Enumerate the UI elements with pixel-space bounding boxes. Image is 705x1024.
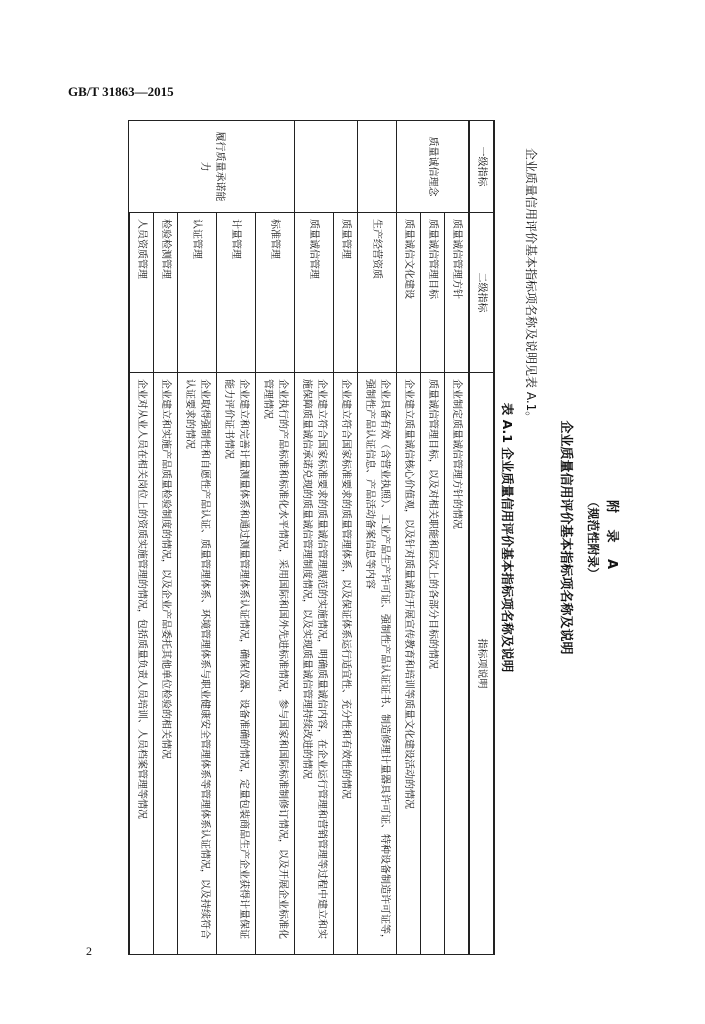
desc-cell: 企业制定质量诚信管理方针的情况 <box>445 373 470 955</box>
level2-cell: 生产经营资质 <box>358 213 397 373</box>
desc-cell: 企业建立质量诚信核心价值观，以及针对质量诚信开展宣传教育和培训等质量文化建设活动的情况 <box>397 373 421 955</box>
table-row <box>178 121 217 955</box>
level2-cell: 质量诚信管理目标 <box>421 213 445 373</box>
level2-cell: 认证管理 <box>178 213 217 373</box>
level2-cell: 质量管理 <box>334 213 358 373</box>
desc-cell: 企业取得强制性和自愿性产品认证、质量管理体系、环境管理体系与职业健康安全管理体系等管理体系认证情况，以及持续符合认证要求的情况 <box>178 373 217 955</box>
table-row <box>445 121 470 955</box>
annex-title: 企业质量信用评价基本指标项名称及说明 <box>558 420 573 655</box>
level1-cell: 质量诚信理念 <box>397 121 470 213</box>
level2-cell: 人员资质管理 <box>129 213 154 373</box>
header-level2: 二级指标 <box>469 213 494 373</box>
table-row <box>397 121 421 955</box>
table-row <box>295 121 334 955</box>
table-row <box>421 121 445 955</box>
rotated-annex-content <box>136 120 635 955</box>
table-caption: 表 A.1 企业质量信用评价基本指标项名称及说明 <box>500 402 515 673</box>
level2-cell: 检验检测管理 <box>154 213 178 373</box>
desc-cell: 企业建立和实施产品质量检验制度的情况，以及企业产品委托其他单位检验的相关情况 <box>154 373 178 955</box>
table-row <box>129 121 154 955</box>
table-row <box>217 121 256 955</box>
table-header-row <box>469 121 494 955</box>
desc-cell: 企业具备有效（含营业执照）、工业产品生产许可证、强制性产品认证证书、制造修理计量器具许可证、特种设备制造许可证等，强制性产品认证信息、产品活动备案信息等内容 <box>358 373 397 955</box>
level2-cell: 质量诚信管理方针 <box>445 213 470 373</box>
standard-code-header: GB/T 31863—2015 <box>68 84 174 99</box>
annex-intro-text: 企业质量信用评价基本指标项名称及说明见表 A.1。 <box>524 148 538 424</box>
desc-cell: 质量诚信管理目标，以及对相关职能和层次上的各部分目标的情况 <box>421 373 445 955</box>
annex-label: 附 录 A <box>604 499 619 576</box>
page-number: 2 <box>86 944 92 958</box>
desc-cell: 企业建立符合国家标准要求的质量管理体系，以及保证体系运行适宜性、充分性和有效性的情况 <box>334 373 358 955</box>
level1-cell: 履行质量承诺能力 <box>129 121 295 213</box>
annex-nature: （规范性附录） <box>586 495 600 580</box>
level2-cell: 计量管理 <box>217 213 256 373</box>
desc-cell: 企业执行的产品标准和标准化水平情况，采用国际和国外先进标准情况，参与国家和国际标准制修订情况，以及开展企业标准化管理情况 <box>256 373 295 955</box>
table-row <box>334 121 358 955</box>
table-row <box>358 121 397 955</box>
level1-cell <box>358 121 397 213</box>
level2-cell: 标准管理 <box>256 213 295 373</box>
table-row <box>256 121 295 955</box>
header-level1: 一级指标 <box>469 121 494 213</box>
desc-cell: 企业建立符合国家标准要求的质量诚信管理规范的实施情况，明确质量诚信内容，在企业运行管理和营销管理等过程中建立和实施保障质量诚信承诺兑现的质量诚信管理制度情况，以及实现质量诚信管理持续改进的情况 <box>295 373 334 955</box>
desc-cell: 企业对从业人员在相关岗位上的资质实施管理的情况，包括质量负责人员培训、人员档案管理等情况 <box>129 373 154 955</box>
desc-cell: 企业建立和完善计量测量体系和通过测量管理体系认证情况，确保仪器、设备准确的情况，定量包装商品生产企业获得计量保证能力评价证书情况 <box>217 373 256 955</box>
level2-cell: 质量诚信文化建设 <box>397 213 421 373</box>
header-desc: 指标项说明 <box>469 373 494 955</box>
level1-cell <box>295 121 358 213</box>
table-row <box>154 121 178 955</box>
evaluation-indicator-table <box>128 120 495 955</box>
level2-cell: 质量诚信管理 <box>295 213 334 373</box>
